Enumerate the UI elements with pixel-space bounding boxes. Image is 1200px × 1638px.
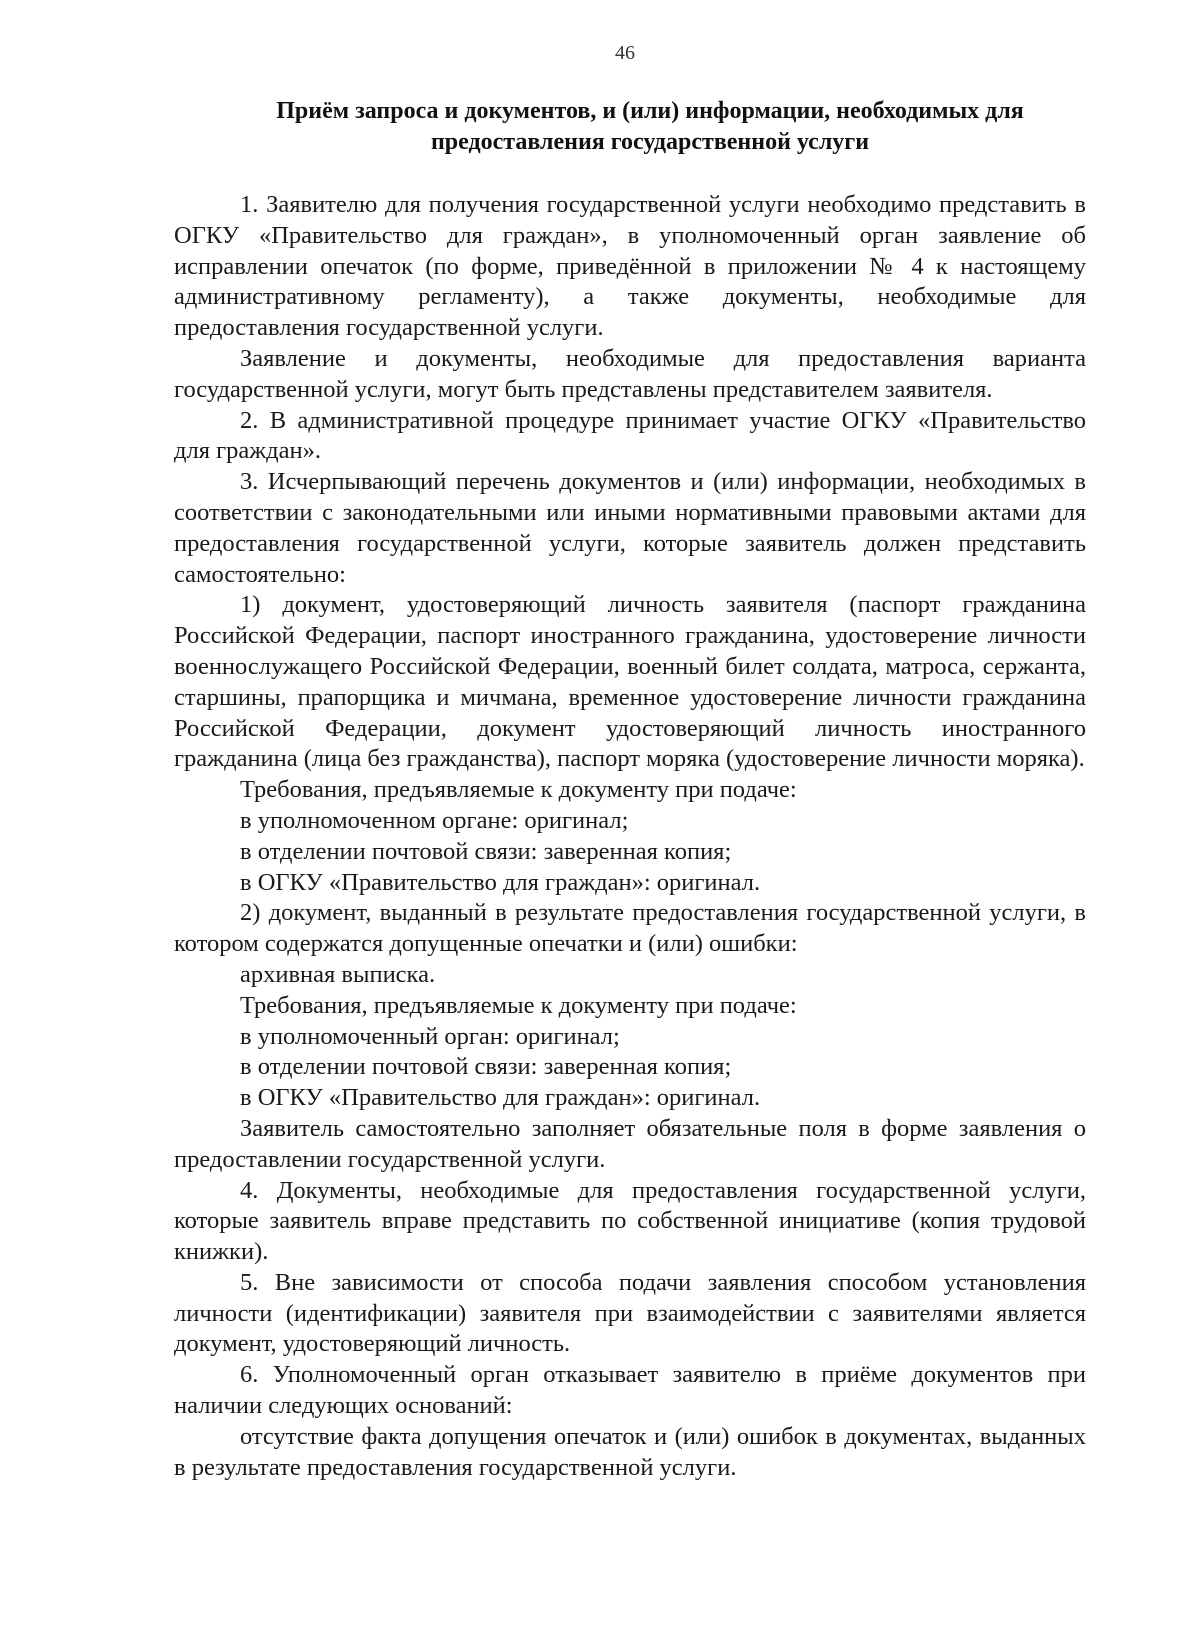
paragraph-req-authority-2: в уполномоченный орган: оригинал; bbox=[240, 1022, 620, 1050]
paragraph-req-ogku-2: в ОГКУ «Правительство для граждан»: оригинал. bbox=[240, 1084, 761, 1112]
paragraph-req-ogku-1: в ОГКУ «Правительство для граждан»: оригинал. bbox=[240, 868, 761, 896]
paragraph-subitem-2: 2) документ, выданный в результате предоставления государственной услуги, в котором содержатся допущенные опечатки и (или) ошибки: bbox=[174, 899, 1086, 958]
paragraph-archive-extract: архивная выписка. bbox=[240, 960, 436, 988]
paragraph-representative: Заявление и документы, необходимые для предоставления варианта государственной услуги, могут быть представлены представителем заявителя. bbox=[174, 344, 1086, 403]
page-number: 46 bbox=[615, 42, 635, 64]
paragraph-requirements-2: Требования, предъявляемые к документу при подаче: bbox=[240, 991, 797, 1019]
paragraph-item-2: 2. В административной процедуре принимает участие ОГКУ «Правительство для граждан». bbox=[174, 406, 1086, 465]
paragraph-req-post-2: в отделении почтовой связи: заверенная копия; bbox=[240, 1053, 732, 1081]
paragraph-requirements-1: Требования, предъявляемые к документу при подаче: bbox=[240, 776, 797, 804]
paragraph-applicant-fills: Заявитель самостоятельно заполняет обязательные поля в форме заявления о предоставлении государственной услуги. bbox=[174, 1114, 1086, 1173]
paragraph-item-4: 4. Документы, необходимые для предоставления государственной услуги, которые заявитель вправе представить по собственной инициативе (копия трудовой книжки). bbox=[174, 1176, 1086, 1266]
paragraph-item-3: 3. Исчерпывающий перечень документов и (или) информации, необходимых в соответствии с законодательными или иными нормативными правовыми актами для предоставления государственной услуги, которые заявитель должен представить самостоятельно: bbox=[174, 468, 1086, 588]
paragraph-subitem-1: 1) документ, удостоверяющий личность заявителя (паспорт гражданина Российской Федерации, паспорт иностранного гражданина, удостоверение личности военнослужащего Российской Федерации, военный билет солдата, матроса, сержанта, старшины, прапорщика и мичмана, временное удостоверение личности гражданина Российской Федерации, документ удостоверяющий личность иностранного гражданина (лица без гражданства), паспорт моряка (удостоверение личности моряка). bbox=[174, 591, 1086, 773]
document-body bbox=[174, 190, 1086, 1483]
section-heading-line-2: предоставления государственной услуги bbox=[430, 129, 870, 155]
section-heading-line-1: Приём запроса и документов, и (или) информации, необходимых для bbox=[276, 98, 1024, 124]
paragraph-req-post-1: в отделении почтовой связи: заверенная копия; bbox=[240, 837, 732, 865]
paragraph-refusal-ground: отсутствие факта допущения опечаток и (или) ошибок в документах, выданных в результате предоставления государственной услуги. bbox=[174, 1422, 1086, 1481]
paragraph-req-authority-1: в уполномоченном органе: оригинал; bbox=[240, 806, 629, 834]
paragraph-item-6: 6. Уполномоченный орган отказывает заявителю в приёме документов при наличии следующих оснований: bbox=[174, 1361, 1086, 1420]
section-heading bbox=[180, 96, 1120, 158]
paragraph-item-1: 1. Заявителю для получения государственной услуги необходимо представить в ОГКУ «Правительство для граждан», в уполномоченный орган заявление об исправлении опечаток (по форме, приведённой в приложении № 4 к настоящему административному регламенту), а также документы, необходимые для предоставления государственной услуги. bbox=[174, 191, 1086, 342]
paragraph-item-5: 5. Вне зависимости от способа подачи заявления способом установления личности (идентификации) заявителя при взаимодействии с заявителями является документ, удостоверяющий личность. bbox=[174, 1268, 1086, 1358]
